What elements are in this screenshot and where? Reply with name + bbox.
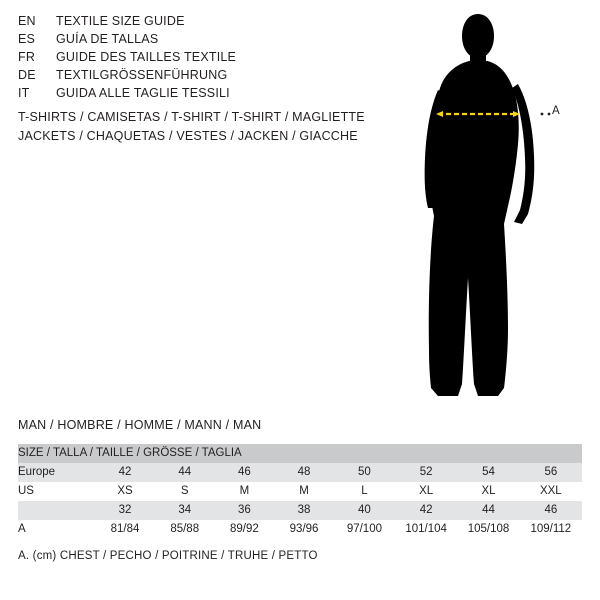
row-label: US — [18, 482, 95, 501]
table-cell: 85/88 — [155, 520, 215, 539]
language-text: GUÍA DE TALLAS — [56, 32, 159, 46]
table-cell: 50 — [334, 463, 395, 482]
table-cell: XL — [395, 482, 457, 501]
table-cell: 101/104 — [395, 520, 457, 539]
table-cell: XS — [95, 482, 155, 501]
language-text: GUIDE DES TAILLES TEXTILE — [56, 50, 237, 64]
table-cell: 46 — [215, 463, 275, 482]
category-list — [18, 110, 438, 148]
language-text: TEXTILE SIZE GUIDE — [56, 14, 185, 28]
row-label — [18, 501, 95, 520]
table-cell: M — [274, 482, 334, 501]
table-row — [18, 463, 582, 482]
table-header-label: SIZE / TALLA / TAILLE / GRÖSSE / TAGLIA — [18, 444, 582, 463]
table-row — [18, 520, 582, 539]
language-row — [18, 68, 438, 86]
language-code: ES — [18, 32, 36, 46]
language-text: GUIDA ALLE TAGLIE TESSILI — [56, 86, 230, 100]
table-cell: 81/84 — [95, 520, 155, 539]
table-cell: XL — [457, 482, 519, 501]
table-cell: 34 — [155, 501, 215, 520]
size-table — [18, 444, 582, 539]
table-cell: 48 — [274, 463, 334, 482]
male-silhouette-figure — [400, 10, 600, 410]
measurement-footnote: A. (cm) CHEST / PECHO / POITRINE / TRUHE / PETTO — [18, 550, 318, 562]
table-cell: S — [155, 482, 215, 501]
category-line-tshirts: T-SHIRTS / CAMISETAS / T-SHIRT / T-SHIRT / MAGLIETTE — [18, 110, 365, 124]
table-cell: 89/92 — [215, 520, 275, 539]
table-cell: 46 — [520, 501, 582, 520]
table-row — [18, 501, 582, 520]
category-line-jackets: JACKETS / CHAQUETAS / VESTES / JACKEN / GIACCHE — [18, 129, 358, 143]
language-code: DE — [18, 68, 36, 82]
language-code: FR — [18, 50, 36, 64]
table-cell: 56 — [520, 463, 582, 482]
chest-callout-label: A — [552, 105, 561, 117]
table-cell: 42 — [95, 463, 155, 482]
language-row — [18, 14, 438, 32]
table-header-row — [18, 444, 582, 463]
language-row — [18, 86, 438, 104]
table-group-title: MAN / HOMBRE / HOMME / MANN / MAN — [18, 418, 262, 432]
table-cell: 38 — [274, 501, 334, 520]
table-cell: 42 — [395, 501, 457, 520]
table-cell: M — [215, 482, 275, 501]
language-code: EN — [18, 14, 36, 28]
silhouette-svg — [400, 10, 600, 410]
table-cell: 109/112 — [520, 520, 582, 539]
language-text: TEXTILGRÖSSENFÜHRUNG — [56, 68, 228, 82]
table-row — [18, 482, 582, 501]
language-row — [18, 50, 438, 68]
table-cell: 105/108 — [457, 520, 519, 539]
row-label: Europe — [18, 463, 95, 482]
table-cell: XXL — [520, 482, 582, 501]
language-code: IT — [18, 86, 30, 100]
table-cell: 44 — [155, 463, 215, 482]
table-cell: 40 — [334, 501, 395, 520]
table-cell: L — [334, 482, 395, 501]
row-label: A — [18, 520, 95, 539]
language-list — [18, 14, 438, 104]
table-cell: 52 — [395, 463, 457, 482]
language-row — [18, 32, 438, 50]
table-cell: 36 — [215, 501, 275, 520]
table-cell: 32 — [95, 501, 155, 520]
table-cell: 93/96 — [274, 520, 334, 539]
table-cell: 97/100 — [334, 520, 395, 539]
table-cell: 54 — [457, 463, 519, 482]
table-cell: 44 — [457, 501, 519, 520]
callout-leader-dots — [541, 113, 551, 116]
